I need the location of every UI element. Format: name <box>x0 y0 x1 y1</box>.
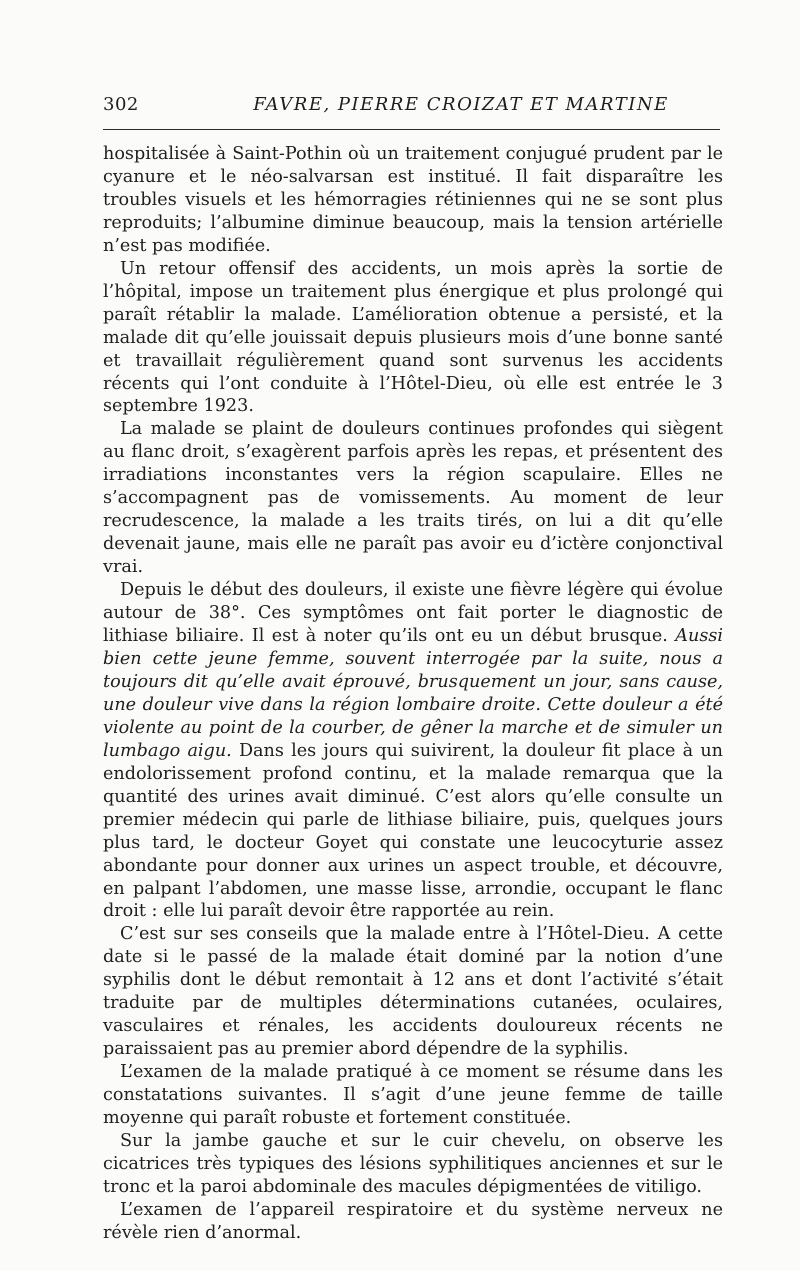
paragraph-3: La malade se plaint de douleurs continues profondes qui siègent au flanc droit, s’exagèrent parfois après les repas, et présentent des irradiations inconstantes vers la région scapulaire. Elles ne s’accompagnent pas de vomissements. Au moment de leur recrudescence, la malade a les traits tirés, on lui a dit qu’elle devenait jaune, mais elle ne paraît pas avoir eu d’ictère conjonctival vrai. <box>103 419 723 578</box>
paragraph-4-end: Dans les jours qui suivirent, la douleur fit place à un endolorissement profond continu, et la malade remarqua que la quantité des urines avait diminué. C’est alors qu’elle consulte un premier médecin qui parle de lithiase biliaire, puis, quelques jours plus tard, le docteur Goyet qui constate une leucocyturie assez abondante pour donner aux urines un aspect trouble, et découvre, en palpant l’abdomen, une masse lisse, arrondie, occupant le flanc droit : elle lui paraît devoir être rapportée au rein. <box>103 740 723 922</box>
paragraph-6: L’examen de la malade pratiqué à ce moment se résume dans les constatations suivantes. Il s’agit d’une jeune femme de taille moyenne qui paraît robuste et fortement constituée. <box>103 1062 723 1129</box>
page-header <box>103 94 723 124</box>
page-number: 302 <box>103 94 139 115</box>
header-rule <box>103 129 720 130</box>
paragraph-8: L’examen de l’appareil respiratoire et du système nerveux ne révèle rien d’anormal. <box>103 1199 723 1243</box>
paragraph-2: Un retour offensif des accidents, un mois après la sortie de l’hôpital, impose un traitement plus énergique et plus prolongé qui paraît rétablir la malade. L’amélioration obtenue a persisté, et la malade dit qu’elle jouissait depuis plusieurs mois d’une bonne santé et travaillait régulièrement quand sont survenus les accidents récents qui l’ont conduite à l’Hôtel-Dieu, où elle est entrée le 3 septembre 1923. <box>103 258 723 417</box>
body-text <box>103 143 723 1245</box>
paragraph-5: C’est sur ses conseils que la malade entre à l’Hôtel-Dieu. A cette date si le passé de la malade était dominé par la notion d’une syphilis dont le début remontait à 12 ans et dont l’activité s’était traduite par de multiples déterminations cutanées, oculaires, vasculaires et rénales, les accidents douloureux récents ne paraissaient pas au premier abord dépendre de la syphilis. <box>103 924 723 1060</box>
running-title: FAVRE, PIERRE CROIZAT ET MARTINE <box>253 94 669 115</box>
paragraph-4 <box>103 579 723 923</box>
paragraph-7: Sur la jambe gauche et sur le cuir chevelu, on observe les cicatrices très typiques des lésions syphilitiques anciennes et sur le tronc et la paroi abdominale des macules dépigmentées de vitiligo. <box>103 1130 723 1197</box>
paragraph-4-start: Depuis le début des douleurs, il existe une fièvre légère qui évolue autour de 38°. Ces symptômes ont fait porter le diagnostic de lithiase biliaire. Il est à noter qu’ils ont eu un début brusque. <box>103 580 723 647</box>
paragraph-1: hospitalisée à Saint-Pothin où un traitement conjugué prudent par le cyanure et le néo-salvarsan est institué. Il fait disparaître les troubles visuels et les hémorragies rétiniennes qui ne se sont plus reproduits; l’albumine diminue beaucoup, mais la tension artérielle n’est pas modifiée. <box>103 144 723 256</box>
paragraph-4-italic: Aussi bien cette jeune femme, souvent interrogée par la suite, nous a toujours dit qu’elle avait éprouvé, brusquement un jour, sans cause, une douleur vive dans la région lombaire droite. Cette douleur a été violente au point de la courber, de gêner la marche et de simuler un lumbago aigu. <box>103 626 724 761</box>
